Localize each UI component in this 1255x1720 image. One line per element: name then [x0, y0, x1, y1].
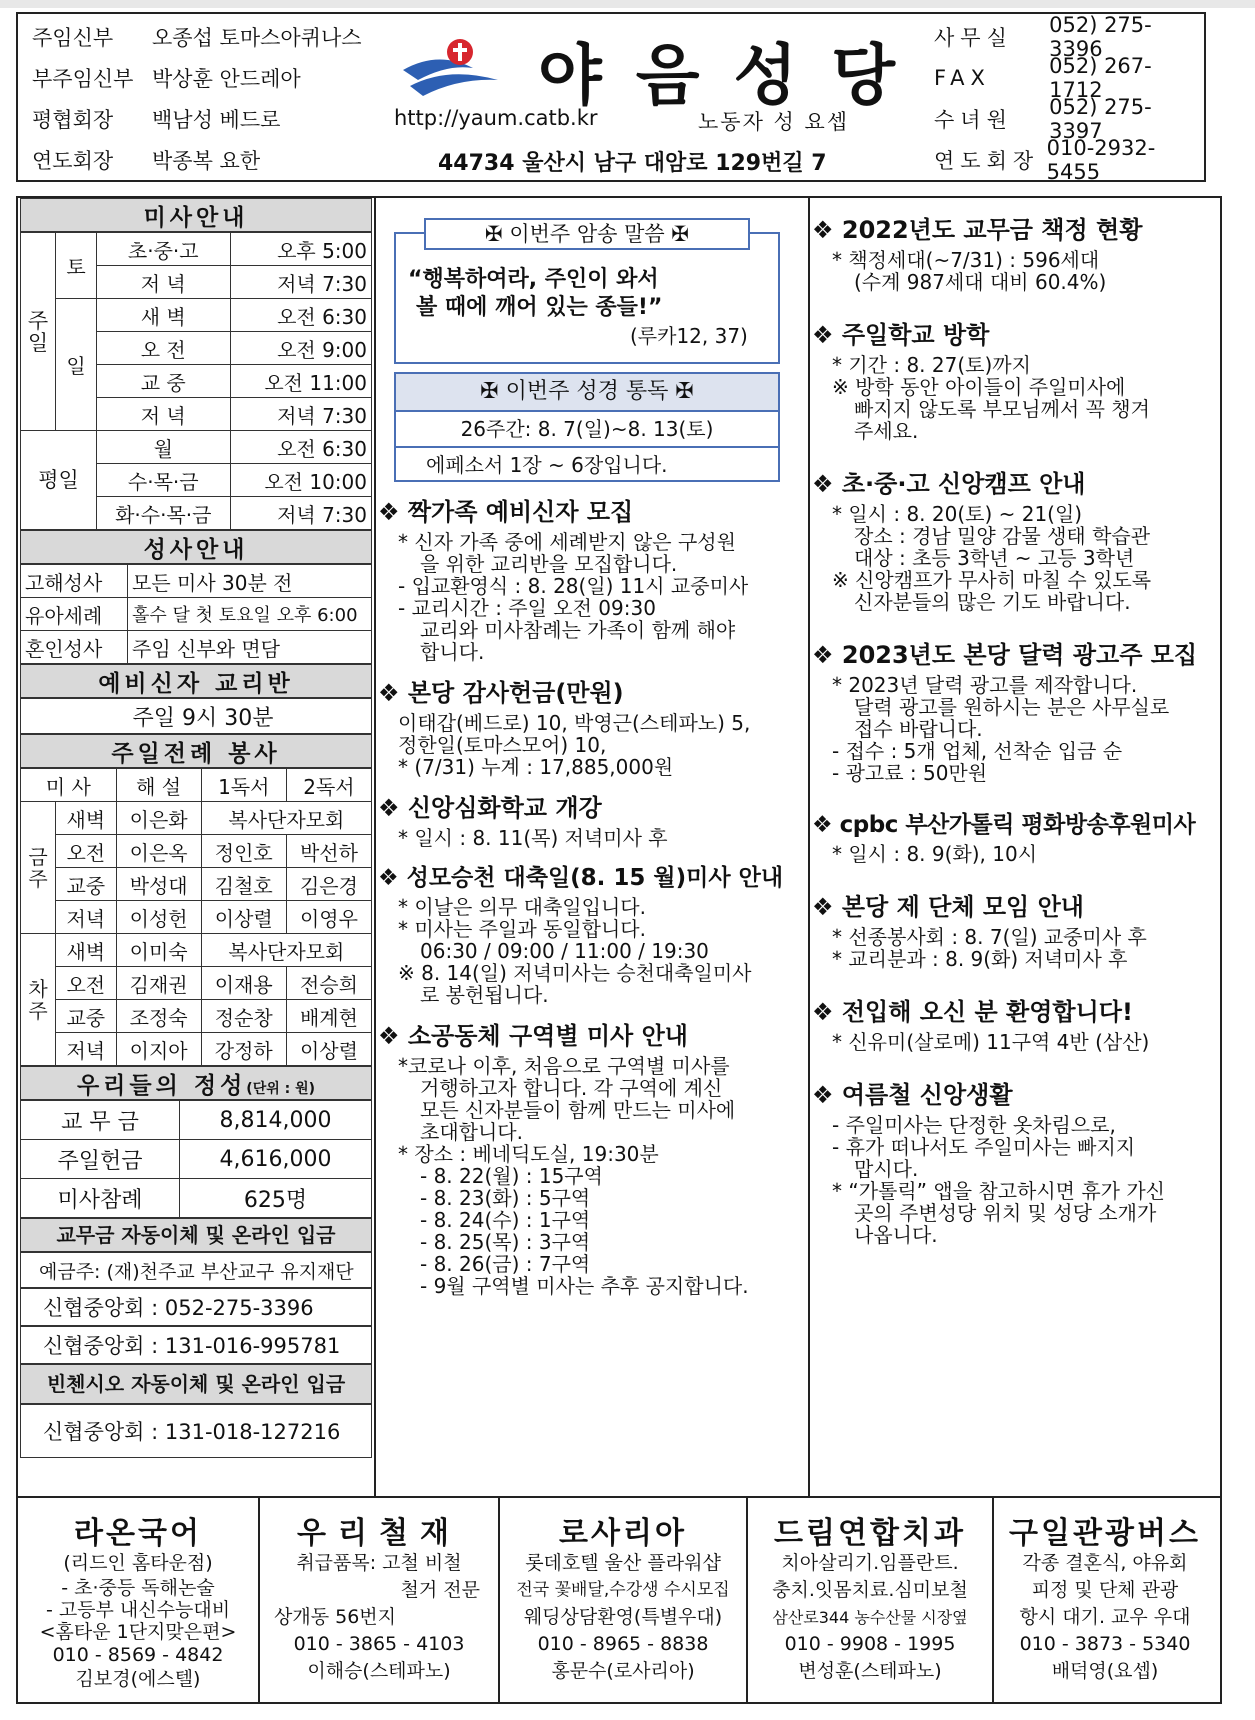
notice-line: 을 위한 교리반을 모집합니다. [420, 552, 678, 576]
contact-label: FAX [934, 65, 991, 90]
contact-label: 연도회장 [934, 148, 1040, 173]
reader: 복사단자모회 [201, 934, 371, 967]
ad-name: 드림연합치과 [774, 1516, 966, 1551]
transfer2-title: 빈첸시오 자동이체 및 온라인 입금 [20, 1364, 372, 1404]
mass-slot: 새벽 [56, 802, 117, 835]
service-col: 2독서 [286, 769, 371, 802]
notice-heading: ❖ 주일학교 방학 [812, 321, 990, 349]
mass-time: 오후 5:00 [230, 233, 371, 266]
website-url[interactable]: http://yaum.catb.kr [394, 106, 598, 130]
mass-table [20, 232, 372, 530]
notice-block [378, 859, 806, 1006]
bible-reading-box [394, 372, 780, 482]
mass-slot: 오전 [56, 967, 117, 1000]
notice-line: * (7/31) 누계 : 17,885,000원 [398, 755, 674, 779]
clergy-row [32, 16, 392, 57]
role: 부주임신부 [32, 66, 134, 91]
mass-slot: 오전 [56, 835, 117, 868]
notice-line: - 9월 구역별 미사는 추후 공지합니다. [420, 1274, 749, 1298]
notice-line: * “가톨릭” 앱을 참고하시면 휴가 가신 [832, 1179, 1165, 1203]
ad-name: 로사리아 [559, 1516, 687, 1551]
notice-block [812, 635, 1220, 784]
notice-line: 정한일(토마스모어) 10, [398, 733, 607, 757]
contact-row [934, 12, 1204, 61]
mass-slot: 저녁 [56, 901, 117, 934]
notice-line: ※ 방학 동안 아이들이 주일미사에 [832, 375, 1126, 399]
notice-line: 곳의 주변성당 위치 및 성당 소개가 [854, 1201, 1157, 1225]
column-divider [808, 198, 810, 1496]
notice-line: 달력 광고를 원하시는 분은 사무실로 [854, 695, 1170, 719]
offering-amount: 8,814,000 [180, 1101, 372, 1140]
mass-title: 미사안내 [20, 198, 372, 232]
parish-title: 야음성당 [538, 37, 930, 114]
person: 오종섭 토마스아퀴나스 [152, 25, 362, 50]
notice-block [378, 788, 806, 849]
mass-time: 저녁 7:30 [230, 497, 371, 530]
mass-slot: 교중 [56, 868, 117, 901]
ad-line: 상개동 56번지 [274, 1606, 396, 1628]
service-col: 미 사 [21, 769, 117, 802]
reader2: 김은경 [286, 868, 371, 901]
mass-time: 저녁 7:30 [230, 398, 371, 431]
notice-block [378, 1016, 806, 1297]
notice-column-center [378, 200, 806, 1297]
notice-line: - 접수 : 5개 업체, 선착순 입금 순 [832, 739, 1123, 763]
notice-block [812, 887, 1220, 970]
notice-heading: ❖ cpbc 부산가톨릭 평화방송후원미사 [812, 812, 1196, 838]
notice-line: - 8. 23(화) : 5구역 [420, 1186, 591, 1210]
mass-name: 저 녁 [97, 398, 231, 431]
sacrament-title: 성사안내 [20, 530, 372, 564]
notice-heading: ❖ 신앙심화학교 개강 [378, 794, 602, 822]
notice-line: 거행하고자 합니다. 각 구역에 계신 [420, 1076, 723, 1100]
notice-line: * 일시 : 8. 11(목) 저녁미사 후 [398, 826, 668, 850]
ad-phone: 010 - 8965 - 8838 [537, 1633, 709, 1655]
contact-number: 052) 275-3397 [1049, 94, 1152, 143]
notice-line: - 8. 25(목) : 3구역 [420, 1230, 591, 1254]
ad-line: 웨딩상담환영(특별우대) [523, 1606, 723, 1628]
notice-block [812, 806, 1220, 865]
mass-time: 오전 9:00 [230, 332, 371, 365]
contact-number: 010-2932-5455 [1046, 135, 1156, 184]
ad-line: 각종 결혼식, 야유회 [1022, 1552, 1188, 1574]
reader: 복사단자모회 [201, 802, 371, 835]
mass-name: 월 [97, 431, 231, 464]
notice-line: 나옵니다. [854, 1223, 938, 1247]
notice-line: 신자분들의 많은 기도 바랍니다. [854, 590, 1131, 614]
contact-label: 사무실 [934, 25, 1013, 50]
mass-name: 수·목·금 [97, 464, 231, 497]
notice-line: * 신자 가족 중에 세례받지 않은 구성원 [398, 530, 736, 554]
offering-title-text: 우리들의 정성 [76, 1073, 247, 1099]
account-holder: 예금주: (재)천주교 부산교구 유지재단 [20, 1252, 372, 1288]
notice-line: 합니다. [420, 640, 485, 664]
mass-name: 초·중·고 [97, 233, 231, 266]
ad-line: 삼산로344 농수산물 시장옆 [772, 1608, 968, 1627]
notice-line: 이태갑(베드로) 10, 박영근(스테파노) 5, [398, 711, 751, 735]
weekday-label: 평일 [21, 431, 97, 530]
notice-heading: ❖ 본당 제 단체 모임 안내 [812, 893, 1084, 921]
offering-unit: (단위 : 원) [246, 1081, 316, 1097]
notice-line: * 일시 : 8. 9(화), 10시 [832, 842, 1038, 866]
sacrament-name: 고해성사 [21, 565, 128, 598]
notice-line: - 주일미사는 단정한 옷차림으로, [832, 1113, 1116, 1137]
notice-block [812, 464, 1220, 613]
notice-line: * 2023년 달력 광고를 제작합니다. [832, 673, 1138, 697]
sacrament-name: 혼인성사 [21, 631, 128, 664]
notice-line: 주세요. [854, 419, 919, 443]
notice-line: - 광고료 : 50만원 [832, 761, 988, 785]
memory-verse-box [394, 218, 796, 364]
column-divider [374, 198, 376, 1496]
notice-line: * 이날은 의무 대축일입니다. [398, 895, 646, 919]
notice-line: - 8. 24(수) : 1구역 [420, 1208, 591, 1232]
notice-block [378, 492, 806, 663]
mass-name: 저 녁 [97, 266, 231, 299]
this-week-label: 금주 [21, 802, 56, 934]
commentator: 이은옥 [116, 835, 201, 868]
notice-heading: ❖ 전입해 오신 분 환영합니다! [812, 998, 1133, 1026]
service-table [20, 768, 372, 1066]
contact-row [934, 53, 1204, 102]
ad-dream-dental [748, 1498, 994, 1704]
verse-line: “행복하여라, 주인이 와서 [408, 267, 659, 292]
contact-number: 052) 267-1712 [1049, 53, 1152, 102]
ad-owner: 홍문수(로사리아) [551, 1660, 695, 1682]
service-col: 1독서 [201, 769, 286, 802]
contact-row [934, 135, 1204, 184]
sun-label: 일 [56, 299, 97, 431]
offering-title [20, 1066, 372, 1100]
role: 주임신부 [32, 25, 114, 50]
reader1: 정인호 [201, 835, 286, 868]
ad-line: 전국 꽃배달,수강생 수시모집 [516, 1580, 730, 1600]
mass-slot: 새벽 [56, 934, 117, 967]
ad-line: 철거 전문 [400, 1579, 480, 1601]
sacrament-info: 주임 신부와 면담 [128, 631, 372, 664]
ad-line: 롯데호텔 울산 플라워샵 [525, 1552, 721, 1574]
notice-line: - 입교환영식 : 8. 28(일) 11시 교중미사 [398, 574, 749, 598]
sacrament-table [20, 564, 372, 664]
notice-block [378, 673, 806, 778]
advertisement-strip [18, 1496, 1220, 1704]
clergy-row [32, 98, 392, 139]
mass-slot: 교중 [56, 1000, 117, 1033]
parish-address: 44734 울산시 남구 대암로 129번길 7 [438, 151, 827, 176]
notice-heading: ❖ 초·중·고 신앙캠프 안내 [812, 470, 1086, 498]
ad-woori [260, 1498, 500, 1704]
reader2: 전승희 [286, 967, 371, 1000]
mass-name: 화·수·목·금 [97, 497, 231, 530]
notice-line: * 교리분과 : 8. 9(화) 저녁미사 후 [832, 947, 1128, 971]
reader1: 정순창 [201, 1000, 286, 1033]
top-bar [0, 0, 1255, 8]
notice-heading: ❖ 여름철 신앙생활 [812, 1081, 1013, 1109]
next-week-label: 차주 [21, 934, 56, 1066]
mass-time: 저녁 7:30 [230, 266, 371, 299]
transfer1-title: 교무금 자동이체 및 온라인 입금 [20, 1218, 372, 1252]
notice-line: 로 봉헌됩니다. [420, 983, 549, 1007]
sacrament-info: 모든 미사 30분 전 [128, 565, 372, 598]
service-col: 해 설 [116, 769, 201, 802]
ad-phone: 010 - 3873 - 5340 [1019, 1633, 1191, 1655]
notice-line: - 교리시간 : 주일 오전 09:30 [398, 596, 656, 620]
mass-time: 오전 10:00 [230, 464, 371, 497]
sacrament-name: 유아세례 [21, 598, 128, 631]
verse-ref: (루카12, 37) [630, 324, 748, 348]
account-line: 신협중앙회 : 131-018-127216 [20, 1404, 372, 1458]
reader2: 이상렬 [286, 1033, 371, 1066]
info-column [20, 198, 372, 1458]
ad-line: <홈타운 1단지맞은편> [39, 1621, 237, 1643]
sacrament-info: 홀수 달 첫 토요일 오후 6:00 [128, 598, 372, 631]
contact-number: 052) 275-3396 [1049, 12, 1152, 61]
person: 박종복 요한 [152, 148, 261, 173]
ad-line: - 고등부 내신수능대비 [45, 1599, 231, 1621]
notice-line: 접수 바랍니다. [854, 717, 983, 741]
ad-name: 구일관광버스 [1009, 1516, 1201, 1551]
notice-line: ※ 8. 14(일) 저녁미사는 승천대축일미사 [398, 961, 752, 985]
person: 백남성 베드로 [152, 107, 281, 132]
notice-line: - 휴가 떠나서도 주일미사는 빠지지 [832, 1135, 1136, 1159]
reader2: 박선하 [286, 835, 371, 868]
offering-label: 미사참례 [21, 1179, 180, 1218]
reader2: 이영우 [286, 901, 371, 934]
offering-amount: 625명 [180, 1179, 372, 1218]
clergy-list [32, 16, 392, 180]
commentator: 이은화 [116, 802, 201, 835]
mass-time: 오전 6:30 [230, 431, 371, 464]
notice-heading: ❖ 2023년도 본당 달력 광고주 모집 [812, 641, 1198, 669]
mass-name: 교 중 [97, 365, 231, 398]
notice-line: (수계 987세대 대비 60.4%) [854, 270, 1107, 294]
ad-phone: 010 - 9908 - 1995 [784, 1633, 956, 1655]
notice-line: - 8. 22(월) : 15구역 [420, 1164, 603, 1188]
person: 박상훈 안드레아 [152, 66, 301, 91]
notice-line: 초대합니다. [420, 1120, 523, 1144]
ad-guil-bus [994, 1498, 1216, 1704]
ad-phone: 010 - 8569 - 4842 [52, 1644, 224, 1666]
notice-line: * 장소 : 베네딕도실, 19:30분 [398, 1142, 659, 1166]
verse-title: ✠ 이번주 암송 말씀 ✠ [424, 218, 750, 250]
commentator: 이성헌 [116, 901, 201, 934]
mass-time: 오전 6:30 [230, 299, 371, 332]
notice-line: 교리와 미사참례는 가족이 함께 해야 [420, 618, 736, 642]
offering-label: 주일헌금 [21, 1140, 180, 1179]
commentator: 조정숙 [116, 1000, 201, 1033]
patron-saint: 노동자 성 요셉 [698, 110, 850, 134]
ad-line: 항시 대기. 교우 우대 [1019, 1606, 1191, 1628]
notice-block [812, 1075, 1220, 1246]
offering-table [20, 1100, 372, 1218]
notice-block [812, 315, 1220, 442]
contact-list [934, 12, 1204, 184]
ad-owner: 변성훈(스테파노) [798, 1660, 942, 1682]
ad-raon [18, 1498, 260, 1704]
catechumen-time: 주일 9시 30분 [20, 698, 372, 734]
contact-label: 수녀원 [934, 107, 1013, 132]
parish-logo-icon [398, 30, 513, 102]
notice-line: 맙시다. [854, 1157, 919, 1181]
ad-line: 피정 및 단체 관광 [1031, 1579, 1179, 1601]
notice-line: - 8. 26(금) : 7구역 [420, 1252, 591, 1276]
mass-name: 오 전 [97, 332, 231, 365]
ad-line: 취급품목: 고철 비철 [296, 1552, 462, 1574]
mass-name: 새 벽 [97, 299, 231, 332]
ad-line: 치아살리기.임플란트. [781, 1552, 959, 1574]
catechumen-title: 예비신자 교리반 [20, 664, 372, 698]
mass-slot: 저녁 [56, 1033, 117, 1066]
bulletin-header [16, 12, 1206, 182]
sunday-label: 주일 [21, 233, 56, 431]
ad-rosaria [500, 1498, 748, 1704]
service-title: 주일전례 봉사 [20, 734, 372, 768]
sat-label: 토 [56, 233, 97, 299]
notice-line: * 미사는 주일과 동일합니다. [398, 917, 646, 941]
notice-block [812, 992, 1220, 1053]
notice-line: ※ 신앙캠프가 무사히 마칠 수 있도록 [832, 568, 1152, 592]
contact-row [934, 94, 1204, 143]
ad-line: - 초·중등 독해논술 [61, 1577, 215, 1599]
ad-name: 우리철재 [297, 1516, 461, 1551]
ad-owner: 배덕영(요셉) [1051, 1660, 1159, 1682]
commentator: 김재권 [116, 967, 201, 1000]
ad-name: 라온국어 [74, 1516, 202, 1551]
account-line: 신협중앙회 : 052-275-3396 [20, 1288, 372, 1326]
role: 평협회장 [32, 107, 114, 132]
verse-line: 볼 때에 깨어 있는 종들!” [416, 295, 663, 320]
ad-owner: 이해승(스테파노) [307, 1660, 451, 1682]
notice-line: * 책정세대(~7/31) : 596세대 [832, 248, 1100, 272]
ad-line: 충치.잇몸치료.심미보철 [772, 1579, 968, 1601]
reader2: 배계현 [286, 1000, 371, 1033]
ad-line: (리드인 홈타운점) [63, 1552, 213, 1574]
reader1: 김철호 [201, 868, 286, 901]
notice-column-right [812, 200, 1220, 1246]
offering-label: 교 무 금 [21, 1101, 180, 1140]
clergy-row [32, 139, 392, 180]
notice-line: 06:30 / 09:00 / 11:00 / 19:30 [420, 939, 709, 963]
ad-owner: 김보경(에스텔) [75, 1668, 201, 1690]
reader1: 강정하 [201, 1033, 286, 1066]
reader1: 이상렬 [201, 901, 286, 934]
ad-phone: 010 - 3865 - 4103 [293, 1633, 465, 1655]
notice-line: *코로나 이후, 처음으로 구역별 미사를 [398, 1054, 730, 1078]
notice-line: 장소 : 경남 밀양 감물 생태 학습관 [854, 524, 1151, 548]
bible-week: 26주간: 8. 7(일)~8. 13(토) [396, 412, 778, 448]
offering-amount: 4,616,000 [180, 1140, 372, 1179]
notice-heading: ❖ 소공동체 구역별 미사 안내 [378, 1022, 688, 1050]
clergy-row [32, 57, 392, 98]
notice-heading: ❖ 짝가족 예비신자 모집 [378, 498, 634, 526]
notice-line: 대상 : 초등 3학년 ~ 고등 3학년 [854, 546, 1135, 570]
notice-line: 모든 신자분들이 함께 만드는 미사에 [420, 1098, 736, 1122]
notice-line: * 기간 : 8. 27(토)까지 [832, 353, 1031, 377]
commentator: 박성대 [116, 868, 201, 901]
notice-heading: ❖ 성모승천 대축일(8. 15 월)미사 안내 [378, 865, 784, 891]
notice-line: * 일시 : 8. 20(토) ~ 21(일) [832, 502, 1083, 526]
commentator: 이미숙 [116, 934, 201, 967]
role: 연도회장 [32, 148, 114, 173]
notice-line: * 신유미(살로메) 11구역 4반 (삼산) [832, 1030, 1150, 1054]
bible-range: 에페소서 1장 ~ 6장입니다. [426, 453, 668, 477]
reader1: 이재용 [201, 967, 286, 1000]
notice-block [812, 210, 1220, 293]
commentator: 이지아 [116, 1033, 201, 1066]
notice-line: 빠지지 않도록 부모님께서 꼭 챙겨 [854, 397, 1150, 421]
mass-time: 오전 11:00 [230, 365, 371, 398]
account-line: 신협중앙회 : 131-016-995781 [20, 1326, 372, 1364]
notice-heading: ❖ 2022년도 교무금 책정 현황 [812, 216, 1143, 244]
notice-line: * 선종봉사회 : 8. 7(일) 교중미사 후 [832, 925, 1147, 949]
bible-title: ✠ 이번주 성경 통독 ✠ [396, 374, 778, 412]
notice-heading: ❖ 본당 감사헌금(만원) [378, 679, 624, 707]
